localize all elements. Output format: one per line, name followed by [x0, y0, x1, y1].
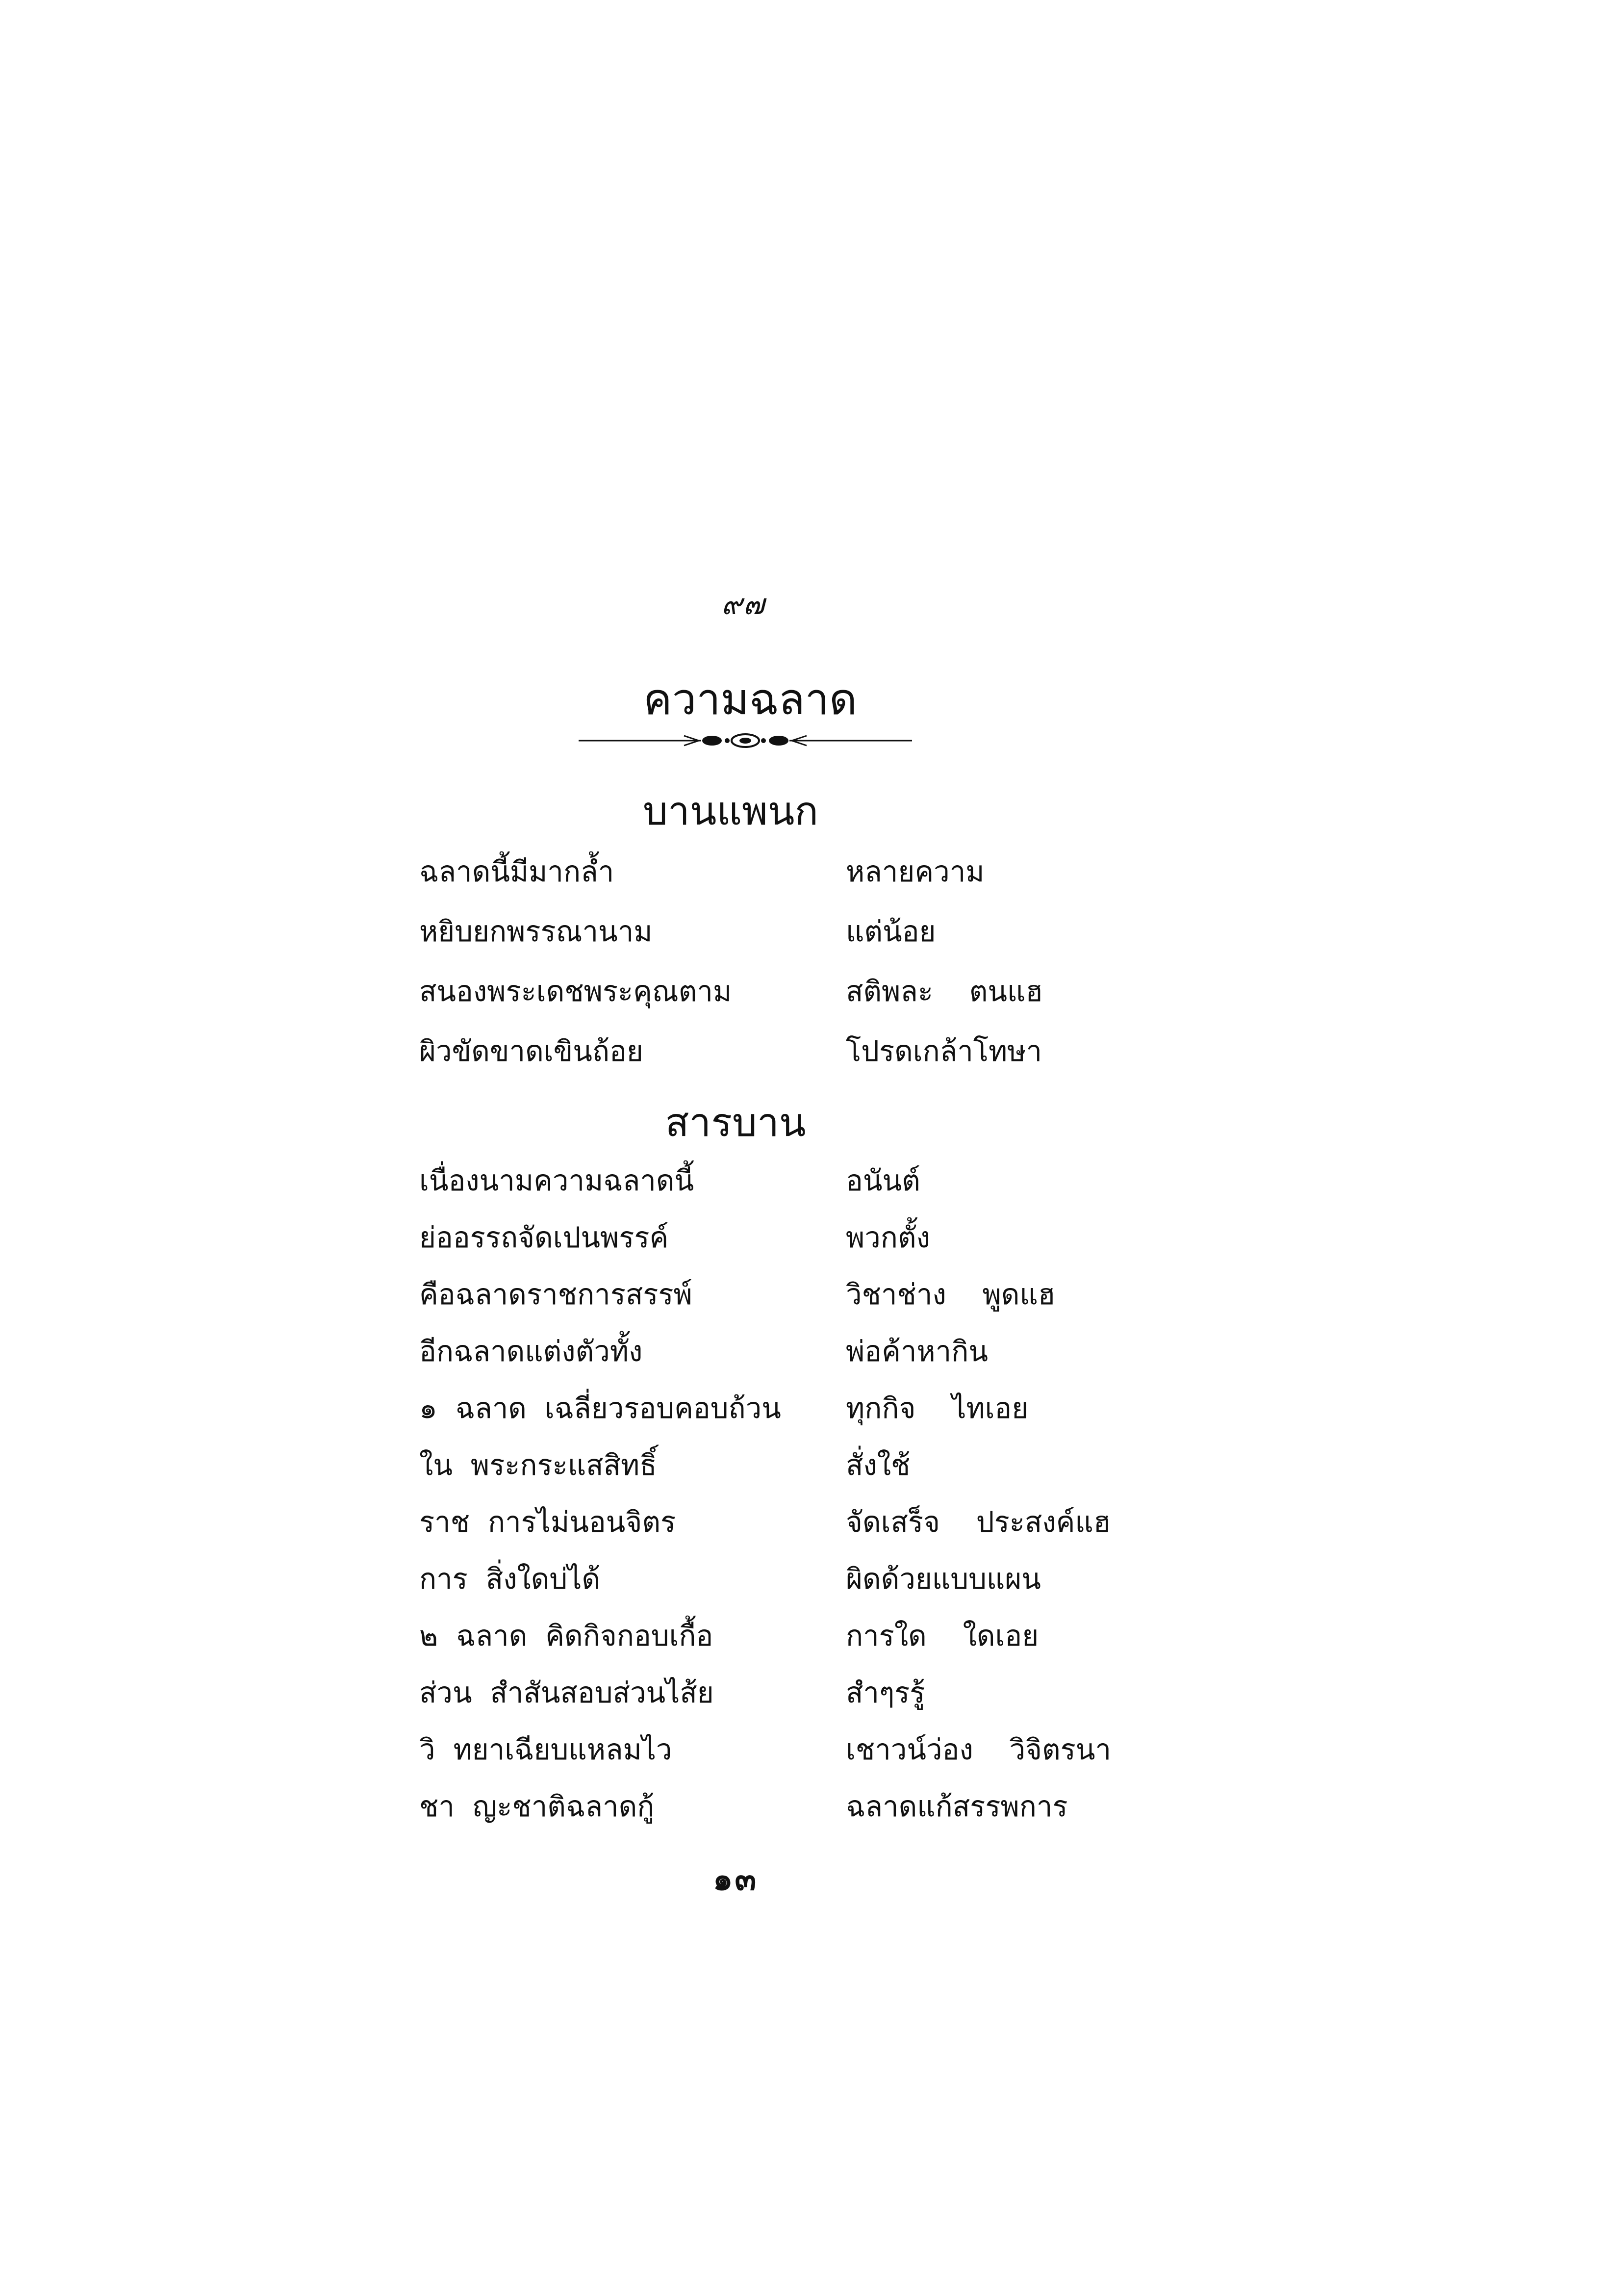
verse-line	[419, 1783, 1155, 1840]
verse-line	[419, 968, 1155, 1028]
ornament-divider	[579, 726, 912, 755]
verse-line	[419, 1328, 1155, 1385]
verse-right: สติพละ ตนแฮ	[846, 975, 1043, 1008]
verse-line	[419, 1499, 1155, 1556]
verse-left: คือฉลาดราชการสรรพ์	[419, 1278, 692, 1311]
verse-left: ๒ ฉลาด คิดกิจกอบเกื้อ	[419, 1619, 713, 1652]
verse-line	[419, 908, 1155, 968]
verse-left: ผิวขัดขาดเขินถ้อย	[419, 1034, 643, 1068]
verse-line	[419, 1727, 1155, 1783]
verse-left: การ สิ่งใดบ่ได้	[419, 1562, 601, 1596]
verse-line	[419, 1028, 1155, 1088]
verse-left: สนองพระเดชพระคุณตาม	[419, 975, 732, 1008]
verse-left: หยิบยกพรรณานาม	[419, 915, 653, 948]
verse-right: แต่น้อย	[846, 915, 936, 948]
verse-line	[419, 1613, 1155, 1670]
section-heading-banphanok: บานแพนก	[643, 788, 818, 834]
verse-line	[419, 849, 1155, 908]
verse-block-saraban	[419, 1158, 1155, 1840]
verse-right: วิชาช่าง พูดแฮ	[846, 1278, 1056, 1311]
verse-line	[419, 1385, 1155, 1442]
page-title: ความฉลาด	[643, 674, 858, 724]
verse-left: ฉลาดนี้มีมากล้ำ	[419, 855, 614, 888]
verse-right: ฉลาดแก้สรรพการ	[846, 1790, 1068, 1823]
verse-left: ๑ ฉลาด เฉลี่ยวรอบคอบถ้วน	[419, 1392, 781, 1425]
verse-left: เนื่องนามความฉลาดนี้	[419, 1164, 694, 1197]
verse-left: ราช การไม่นอนจิตร	[419, 1505, 676, 1539]
verse-line	[419, 1214, 1155, 1271]
verse-line	[419, 1158, 1155, 1214]
verse-line	[419, 1442, 1155, 1499]
verse-right: โปรดเกล้าโทษา	[846, 1034, 1042, 1068]
verse-line	[419, 1670, 1155, 1727]
verse-right: หลายความ	[846, 855, 985, 888]
verse-right: ผิดด้วยแบบแผน	[846, 1562, 1041, 1596]
verse-right: จัดเสร็จ ประสงค์แฮ	[846, 1505, 1111, 1539]
verse-right: การใด ใดเอย	[846, 1619, 1039, 1652]
verse-right: สั่งใช้	[846, 1448, 911, 1482]
verse-right: พวกตั้ง	[846, 1221, 930, 1254]
verse-right: เชาวน์ว่อง วิจิตรนา	[846, 1733, 1112, 1766]
verse-left: ย่ออรรถจัดเปนพรรค์	[419, 1221, 669, 1254]
verse-left: วิ ทยาเฉียบแหลมไว	[419, 1733, 672, 1766]
verse-left: อีกฉลาดแต่งตัวทั้ง	[419, 1335, 643, 1368]
verse-right: พ่อค้าหากิน	[846, 1335, 988, 1368]
verse-right: สำๆรรู้	[846, 1676, 925, 1709]
page-number-top: ๙๗	[721, 588, 766, 621]
verse-right: อนันต์	[846, 1164, 920, 1197]
verse-left: ส่วน สำสันสอบส่วนไส้ย	[419, 1676, 714, 1709]
verse-line	[419, 1556, 1155, 1613]
verse-line	[419, 1271, 1155, 1328]
verse-right: ทุกกิจ ไทเอย	[846, 1392, 1029, 1425]
verse-left: ชา ญะชาติฉลาดกู้	[419, 1790, 655, 1823]
verse-block-banphanok	[419, 849, 1155, 1088]
page-number-bottom: ๑๓	[712, 1861, 759, 1898]
verse-left: ใน พระกระแสสิทธิ์	[419, 1448, 657, 1482]
section-heading-saraban: สารบาน	[665, 1100, 806, 1145]
